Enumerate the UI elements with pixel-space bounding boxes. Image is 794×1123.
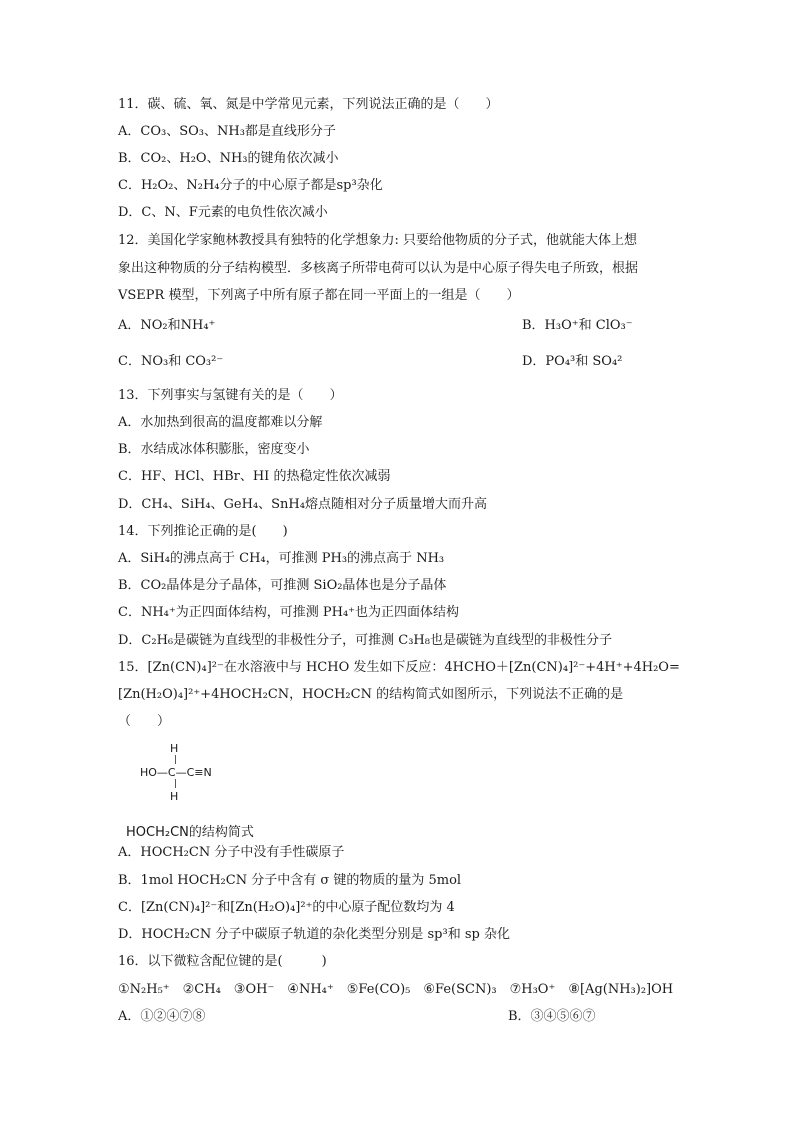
q15-option-c: C．[Zn(CN)₄]²⁻和[Zn(H₂O)₄]²⁺的中心原子配位数均为 4 (118, 900, 455, 915)
q11-stem: 11．碳、硫、氧、氮是中学常见元素，下列说法正确的是（ ） (118, 97, 499, 112)
q12-stem-line1: 12．美国化学家鲍林教授具有独特的化学想象力: 只要给他物质的分子式，他就能大体上想 (118, 233, 638, 248)
q13-option-c: C．HF、HCl、HBr、HI 的热稳定性依次减弱 (118, 469, 391, 484)
struct-main-chain: HO—C—C≡N (140, 766, 212, 779)
q14-option-a: A．SiH₄的沸点高于 CH₄，可推测 PH₃的沸点高于 NH₃ (118, 551, 445, 566)
struct-bond-bottom: | (174, 779, 178, 789)
q15-option-d: D．HOCH₂CN 分子中碳原子轨道的杂化类型分别是 sp³和 sp 杂化 (118, 927, 510, 942)
q13-option-d: D．CH₄、SiH₄、GeH₄、SnH₄熔点随相对分子质量增大而升高 (118, 497, 487, 512)
q12-stem-line3: VSEPR 模型，下列离子中所有原子都在同一平面上的一组是（ ） (118, 288, 520, 303)
struct-bond-top: | (174, 755, 178, 765)
q12-option-d: D．PO₄³和 SO₄² (522, 354, 623, 369)
q16-option-b: B．③④⑤⑥⑦ (508, 1009, 596, 1024)
q15-option-b: B．1mol HOCH₂CN 分子中含有 σ 键的物质的量为 5mol (118, 873, 462, 888)
q15-option-a: A．HOCH₂CN 分子中没有手性碳原子 (118, 845, 345, 860)
q12-option-a: A．NO₂和NH₄⁺ (118, 318, 216, 333)
figure-caption: HOCH₂CN的结构简式 (126, 825, 254, 840)
q12-option-c: C．NO₃和 CO₃²⁻ (118, 354, 224, 369)
q15-stem-line3: （ ） (118, 714, 171, 729)
q11-option-b: B．CO₂、H₂O、NH₃的键角依次减小 (118, 151, 339, 166)
q11-option-c: C．H₂O₂、N₂H₄分子的中心原子都是sp³杂化 (118, 178, 383, 193)
q14-option-d: D．C₂H₆是碳链为直线型的非极性分子，可推测 C₃H₈也是碳链为直线型的非极性分子 (118, 633, 612, 648)
q11-option-d: D．C、N、F元素的电负性依次减小 (118, 205, 328, 220)
q16-option-a: A．①②④⑦⑧ (118, 1009, 206, 1024)
q12-option-b: B．H₃O⁺和 ClO₃⁻ (522, 318, 633, 333)
q13-stem: 13．下列事实与氢键有关的是（ ） (118, 388, 343, 403)
q14-option-b: B．CO₂晶体是分子晶体，可推测 SiO₂晶体也是分子晶体 (118, 578, 447, 593)
q11-option-a: A．CO₃、SO₃、NH₃都是直线形分子 (118, 124, 336, 139)
q13-option-b: B．水结成冰体积膨胀，密度变小 (118, 442, 310, 457)
struct-h-bottom: H (170, 790, 179, 803)
structural-formula-figure (140, 742, 240, 806)
struct-h-top: H (170, 742, 179, 755)
q15-stem-line1: 15．[Zn(CN)₄]²⁻在水溶液中与 HCHO 发生如下反应：4HCHO＋[Zn(CN)₄]²⁻+4H⁺+4H₂O= (118, 660, 680, 675)
q12-stem-line2: 象出这种物质的分子结构模型．多核离子所带电荷可以认为是中心原子得失电子所致，根据 (118, 261, 639, 276)
q14-option-c: C．NH₄⁺为正四面体结构，可推测 PH₄⁺也为正四面体结构 (118, 605, 460, 620)
q15-stem-line2: [Zn(H₂O)₄]²⁺+4HOCH₂CN，HOCH₂CN 的结构简式如图所示，下列说法不正确的是 (118, 687, 624, 702)
q14-stem: 14．下列推论正确的是( ) (118, 524, 288, 539)
q16-stem: 16．以下微粒含配位键的是( ) (118, 954, 327, 969)
q13-option-a: A．水加热到很高的温度都难以分解 (118, 415, 323, 430)
q16-items: ①N₂H₅⁺ ②CH₄ ③OH⁻ ④NH₄⁺ ⑤Fe(CO)₅ ⑥Fe(SCN)₃ ⑦H₃O⁺ ⑧[Ag(NH₃)₂]OH (118, 982, 674, 997)
